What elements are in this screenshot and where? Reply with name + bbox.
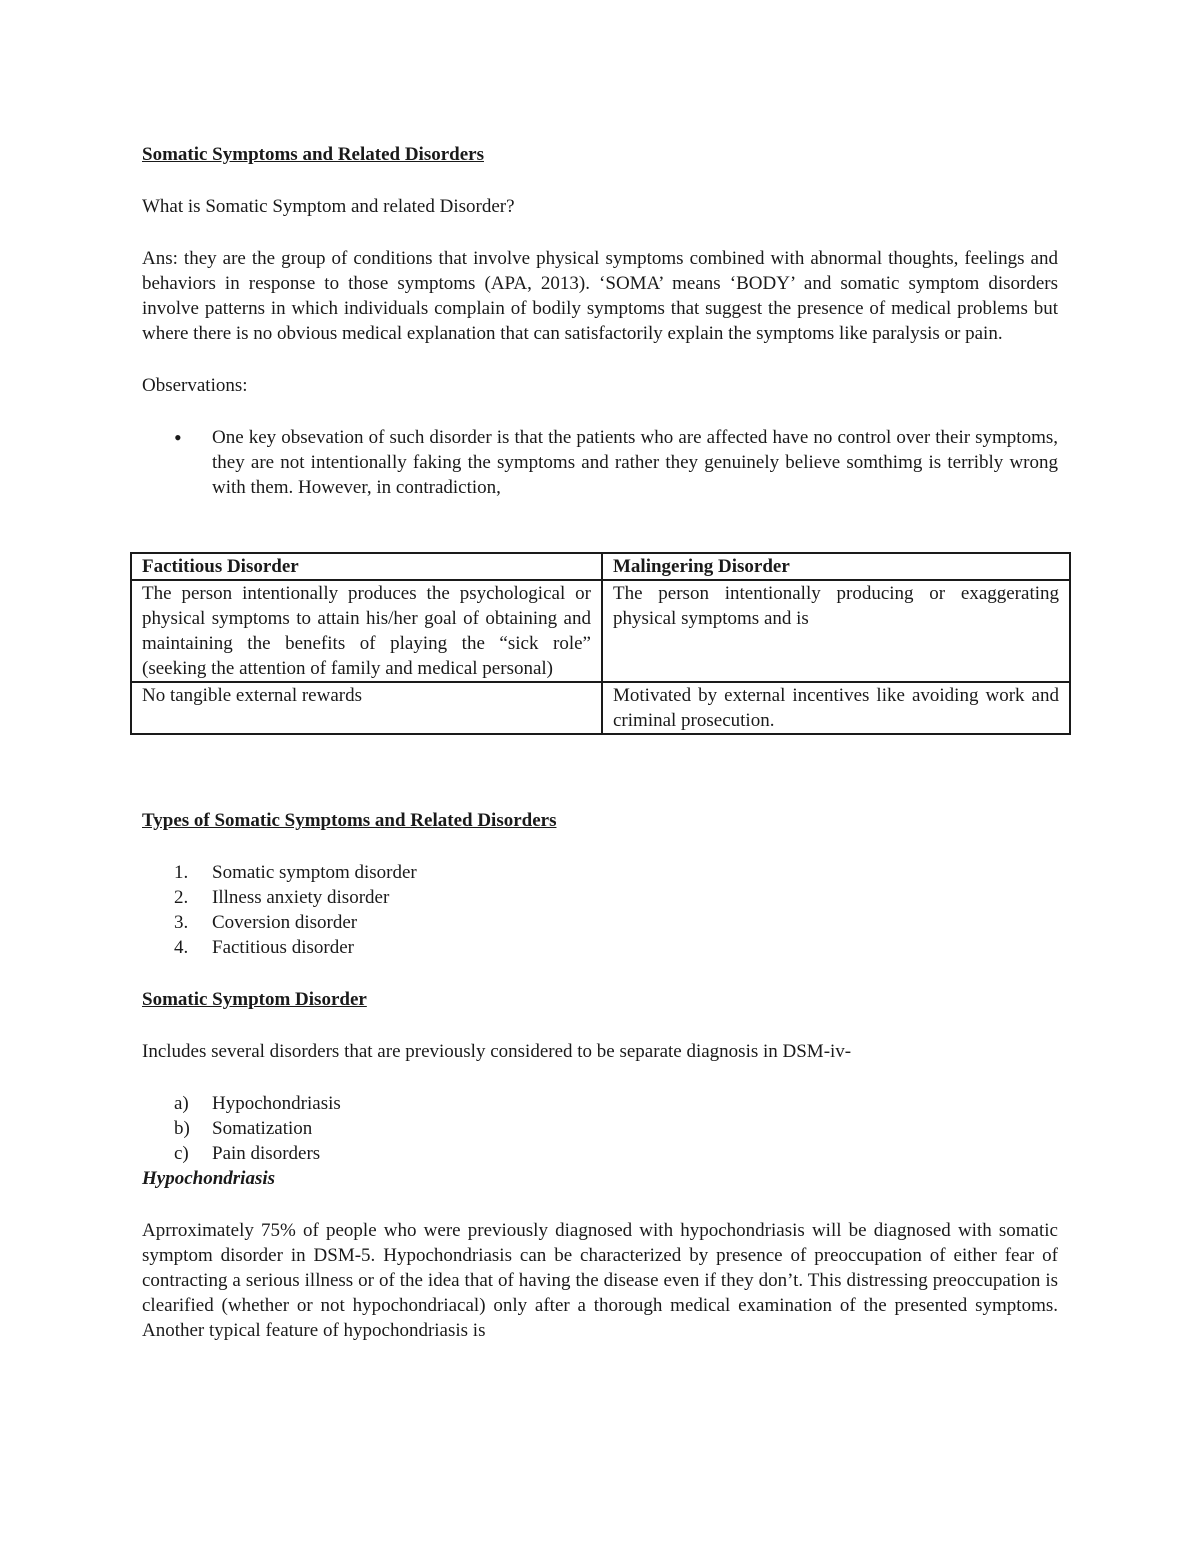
list-item (174, 935, 1058, 960)
document-page (142, 142, 1058, 500)
list-item-text: Somatization (212, 1118, 313, 1139)
list-item (174, 1116, 1058, 1141)
types-list (142, 860, 1058, 960)
list-item-text: Hypochondriasis (212, 1093, 341, 1114)
list-item (174, 1091, 1058, 1116)
list-item (174, 910, 1058, 935)
list-marker: 2. (174, 887, 189, 908)
observations-list (142, 425, 1058, 500)
list-marker: 3. (174, 912, 189, 933)
table-header-malingering: Malingering Disorder (602, 553, 1070, 580)
list-item-text: Somatic symptom disorder (212, 862, 417, 883)
list-item-text: Illness anxiety disorder (212, 887, 390, 908)
table-header-row (131, 553, 1070, 580)
question-text: What is Somatic Symptom and related Disorder? (142, 196, 515, 217)
list-item (174, 1141, 1058, 1166)
hypo-paragraph: Aprroximately 75% of people who were previously diagnosed with hypochondriasis will be diagnosed with somatic symptom disorder in DSM-5. Hypochondriasis can be characterized by presence of preoccupation of either fear of contracting a serious illness or of the idea that of having the disease even if they don’t. This distressing preoccupation is clearified (whether or not hypochondriacal) only after a thorough medical examination of the presented symptoms. Another typical feature of hypochondriasis is (142, 1220, 1058, 1341)
list-item (174, 885, 1058, 910)
comparison-table (130, 552, 1071, 735)
table-cell: The person intentionally produces the psychological or physical symptoms to attain his/her goal of obtaining and maintaining the benefits of playing the “sick role” (seeking the attention of family and medical personal) (131, 580, 602, 682)
list-marker: b) (174, 1118, 190, 1139)
table-cell: No tangible external rewards (131, 682, 602, 734)
lower-section (142, 808, 1058, 1343)
list-item-text: Coversion disorder (212, 912, 358, 933)
list-item-text: Factitious disorder (212, 937, 354, 958)
answer-paragraph: Ans: they are the group of conditions that involve physical symptoms combined with abnormal thoughts, feelings and behaviors in response to those symptoms (APA, 2013). ‘SOMA’ means ‘BODY’ and somatic symptom disorders involve patterns in which individuals complain of bodily symptoms that suggest the presence of medical problems but where there is no obvious medical explanation that can satisfactorily explain the symptoms like paralysis or pain. (142, 248, 1058, 344)
list-marker: a) (174, 1093, 189, 1114)
table-header-factitious: Factitious Disorder (131, 553, 602, 580)
hypo-heading: Hypochondriasis (142, 1168, 276, 1189)
table-row (131, 580, 1070, 682)
ssd-heading: Somatic Symptom Disorder (142, 989, 367, 1010)
list-marker: c) (174, 1143, 189, 1164)
table-cell: The person intentionally producing or exaggerating physical symptoms and is (602, 580, 1070, 682)
types-heading: Types of Somatic Symptoms and Related Disorders (142, 810, 557, 831)
table-cell: Motivated by external incentives like avoiding work and criminal prosecution. (602, 682, 1070, 734)
list-marker: 1. (174, 862, 189, 883)
list-marker: 4. (174, 937, 189, 958)
ssd-list (142, 1091, 1058, 1166)
observation-item: • One key obsevation of such disorder is that the patients who are affected have no control over their symptoms, they are not intentionally faking the symptoms and rather they genuinely believe somthimg is terribly wrong with them. However, in contradiction, (212, 425, 1058, 500)
ssd-intro: Includes several disorders that are previously considered to be separate diagnosis in DSM-iv- (142, 1041, 852, 1062)
list-item-text: Pain disorders (212, 1143, 321, 1164)
table-row (131, 682, 1070, 734)
list-item (174, 860, 1058, 885)
observations-label: Observations: (142, 375, 248, 396)
main-heading: Somatic Symptoms and Related Disorders (142, 144, 484, 165)
